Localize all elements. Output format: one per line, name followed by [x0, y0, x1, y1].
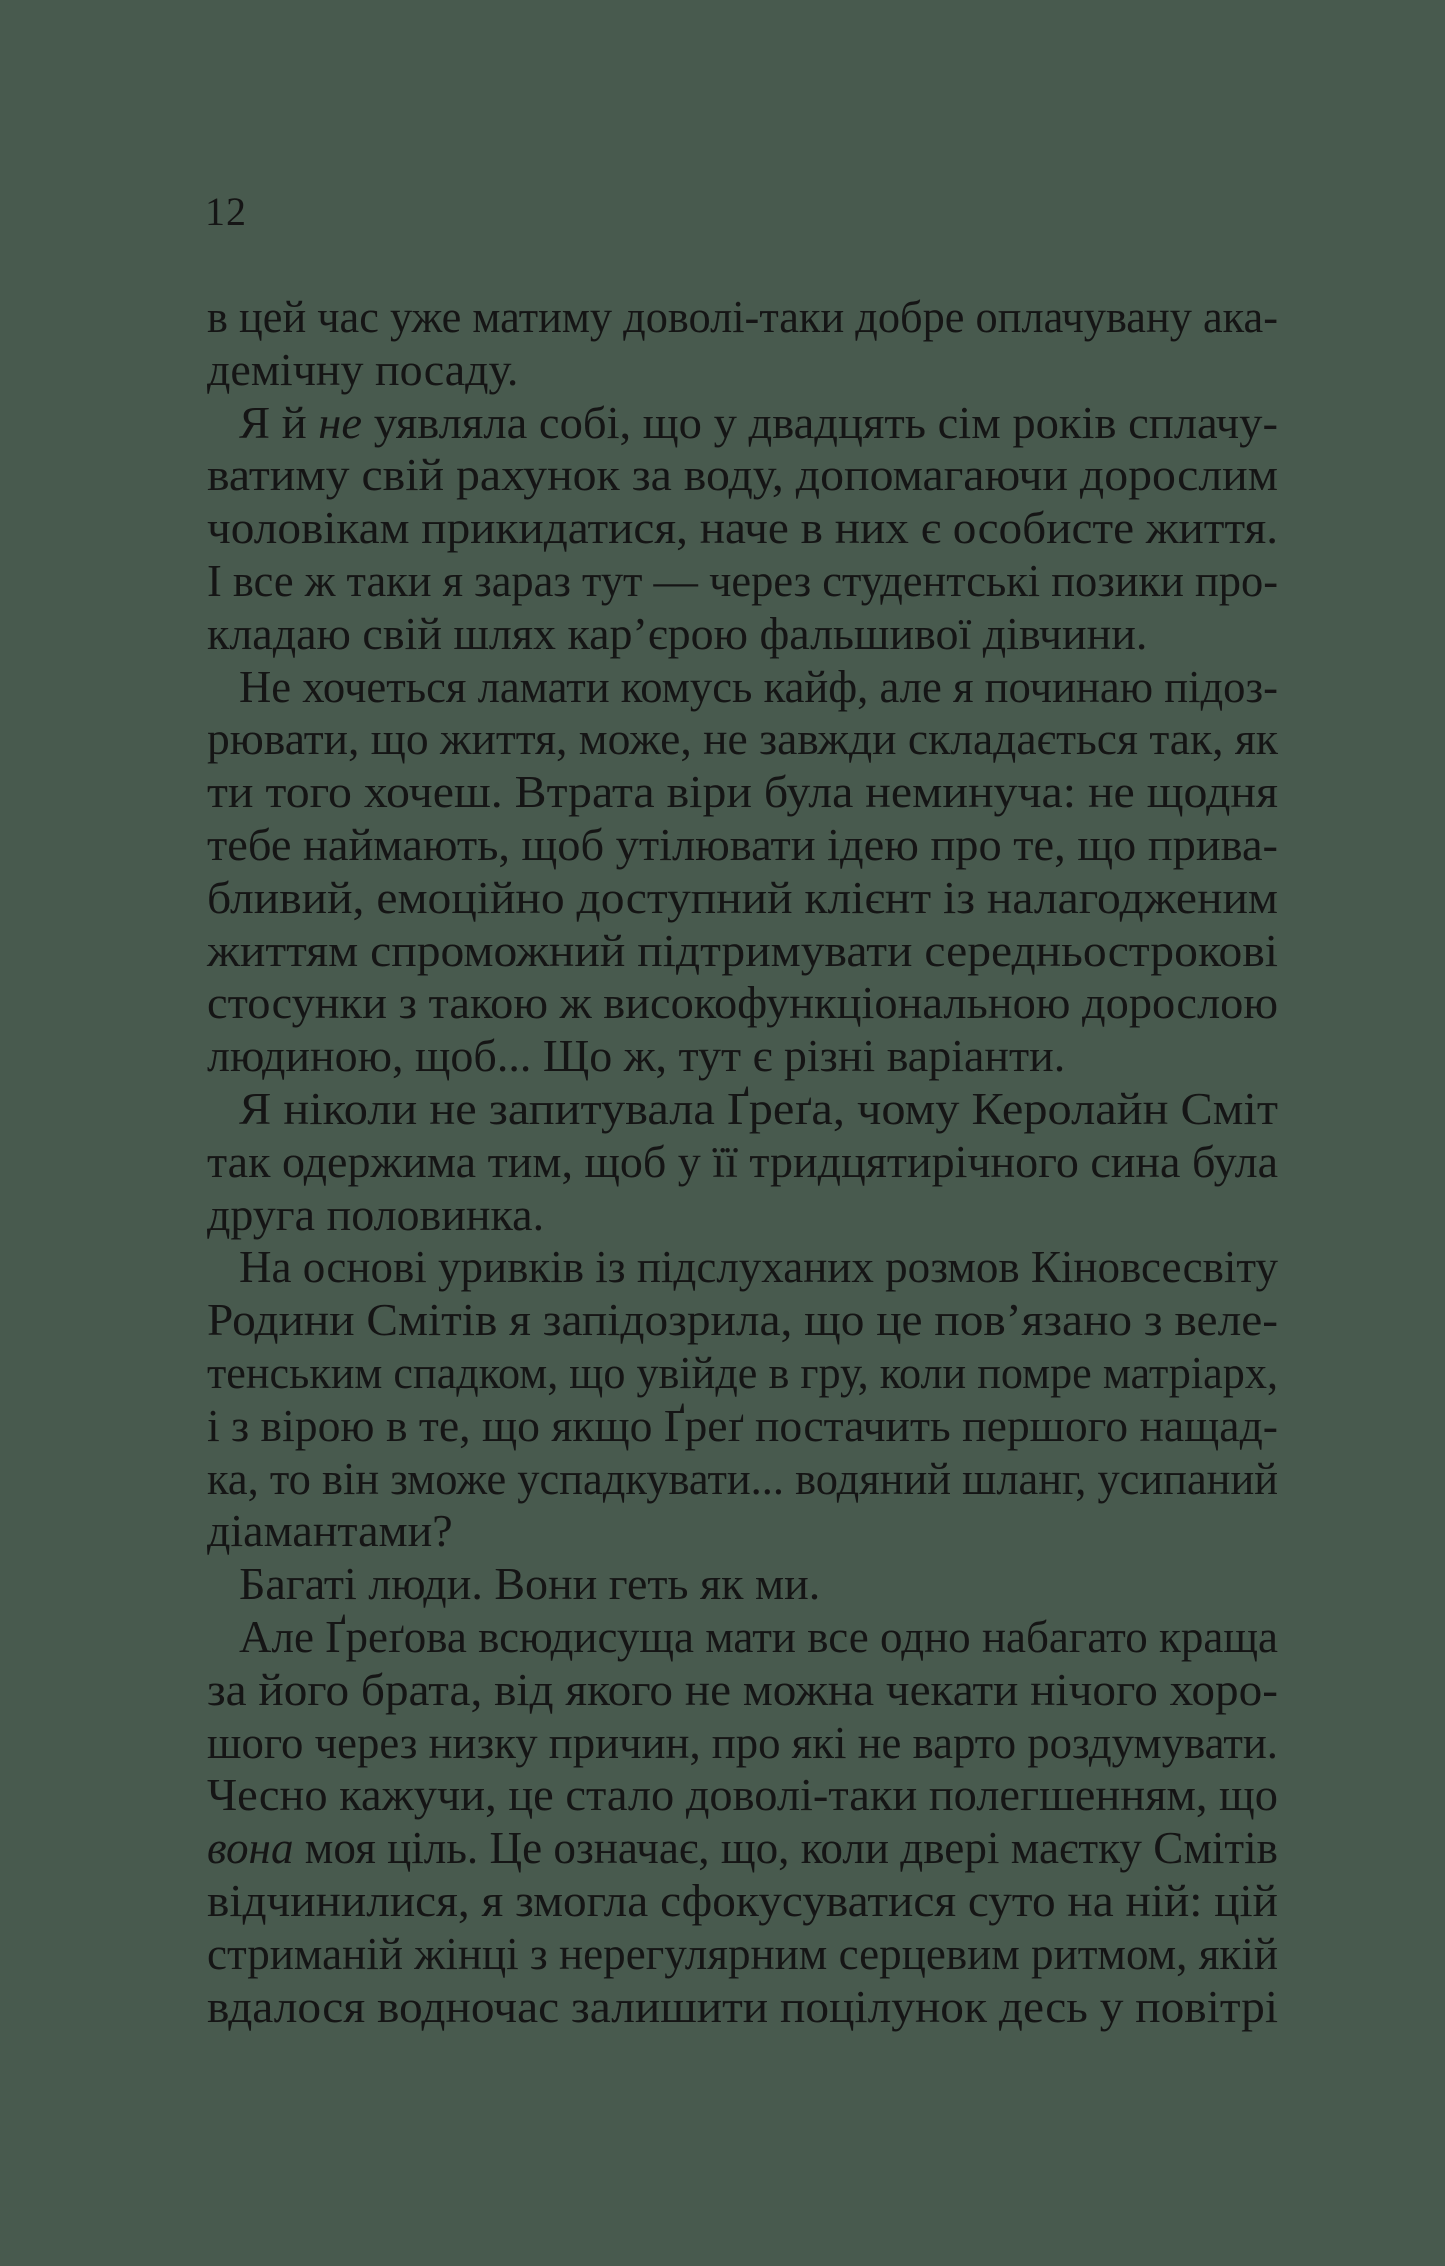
text-line-content: [207, 1136, 1278, 1189]
text-line: [207, 1453, 1278, 1506]
text-run: Не хочеться ламати комусь кайф, але я починаю підоз-: [239, 660, 1278, 712]
text-run: бливий, емоційно доступний клієнт із налагодженим: [207, 871, 1278, 923]
text-line-content: [207, 502, 1278, 555]
text-run: шого через низку причин, про які не варто роздумувати.: [207, 1716, 1278, 1768]
text-line: [207, 1294, 1278, 1347]
text-line-content: [207, 1928, 1278, 1981]
text-line: [207, 977, 1278, 1030]
text-run: діамантами?: [207, 1505, 453, 1557]
text-line-content: [207, 1294, 1278, 1347]
text-line-content: [207, 449, 1278, 502]
text-line: [207, 713, 1278, 766]
text-line: [207, 1347, 1278, 1400]
text-line: [207, 661, 1278, 714]
text-line-content: [207, 1505, 453, 1558]
italic-text: не: [318, 396, 363, 448]
text-line-content: [239, 1611, 1278, 1664]
text-run: І все ж таки я зараз тут — через студентські позики про-: [207, 554, 1278, 606]
text-line-content: [239, 397, 1278, 450]
text-line: [207, 1241, 1278, 1294]
text-line: [207, 502, 1278, 555]
text-line-content: [207, 1453, 1278, 1506]
text-line: [207, 925, 1278, 978]
text-line: [207, 555, 1278, 608]
text-run: Родини Смітів я запідозрила, що це пов’язано з веле-: [207, 1294, 1278, 1346]
text-run: кладаю свій шлях кар’єрою фальшивої дівчини.: [207, 607, 1148, 659]
text-run: і з вірою в те, що якщо Ґреґ постачить першого нащад-: [207, 1399, 1278, 1451]
text-run: тебе наймають, щоб утілювати ідею про те, що прива-: [207, 818, 1278, 870]
text-line: [207, 1717, 1278, 1770]
text-run: стриманій жінці з нерегулярним серцевим ритмом, якій: [207, 1927, 1278, 1979]
text-line: [207, 449, 1278, 502]
text-line-content: [239, 1083, 1278, 1136]
text-line: [207, 1981, 1278, 2034]
text-run: демічну посаду.: [207, 343, 519, 395]
text-line-content: [207, 1822, 1278, 1875]
text-line: [207, 1400, 1278, 1453]
text-line-content: [207, 608, 1147, 661]
text-run: життям спроможний підтримувати середньострокові: [207, 924, 1278, 976]
text-run: Але Ґреґова всюдисуща мати все одно набагато краща: [239, 1610, 1278, 1662]
text-run: людиною, щоб... Що ж, тут є різні варіанти.: [207, 1030, 1066, 1082]
text-run: Я й: [239, 396, 319, 448]
text-line-content: [207, 1769, 1278, 1822]
text-run: уявляла собі, що у двадцять сім років сплачу-: [362, 396, 1278, 448]
text-line: [207, 1822, 1278, 1875]
page-number: 12: [205, 189, 247, 234]
text-run: так одержима тим, щоб у її тридцятирічного сина була: [207, 1135, 1278, 1187]
text-line-content: [207, 872, 1278, 925]
text-line: [207, 766, 1278, 819]
text-run: Чесно кажучи, це стало доволі-таки полегшенням, що: [207, 1769, 1278, 1821]
text-line: [207, 1558, 1278, 1611]
text-line: [207, 1611, 1278, 1664]
text-line-content: [239, 661, 1278, 714]
text-line: [207, 1136, 1278, 1189]
text-line-content: [207, 1189, 544, 1242]
text-line-content: [207, 925, 1278, 978]
text-line-content: [207, 344, 518, 397]
text-run: стосунки з такою ж високофункціональною дорослою: [207, 977, 1278, 1029]
text-line: [207, 872, 1278, 925]
text-line-content: [207, 1717, 1278, 1770]
text-run: чоловікам прикидатися, наче в них є особисте життя.: [207, 502, 1278, 554]
text-line: [207, 1083, 1278, 1136]
text-run: вдалося водночас залишити поцілунок десь у повітрі: [207, 1980, 1278, 2032]
text-line-content: [207, 977, 1278, 1030]
text-run: рювати, що життя, може, не завжди складається так, як: [207, 713, 1278, 765]
text-line: [207, 608, 1278, 661]
text-line-content: [239, 1241, 1278, 1294]
body-text-block: [207, 291, 1278, 2033]
text-line-content: [207, 555, 1278, 608]
text-line: [207, 344, 1278, 397]
text-run: тенським спадком, що увійде в гру, коли помре матріарх,: [207, 1346, 1278, 1398]
text-line: [207, 819, 1278, 872]
text-line-content: [207, 1400, 1278, 1453]
text-line-content: [207, 1347, 1278, 1400]
text-run: в цей час уже матиму доволі-таки добре оплачувану ака-: [207, 291, 1278, 342]
text-line: [207, 291, 1278, 344]
text-line: [207, 1189, 1278, 1242]
text-run: моя ціль. Це означає, що, коли двері маєтку Смітів: [293, 1822, 1278, 1874]
text-line: [207, 1505, 1278, 1558]
text-line-content: [207, 1664, 1278, 1717]
text-line-content: [239, 1558, 820, 1611]
text-line: [207, 1664, 1278, 1717]
text-run: ватиму свій рахунок за воду, допомагаючи дорослим: [207, 449, 1278, 501]
text-line: [207, 1875, 1278, 1928]
text-run: ти того хочеш. Втрата віри була неминуча: не щодня: [207, 766, 1278, 818]
text-line-content: [207, 766, 1278, 819]
text-line: [207, 397, 1278, 450]
text-line: [207, 1928, 1278, 1981]
text-run: Я ніколи не запитувала Ґреґа, чому Керолайн Сміт: [239, 1082, 1278, 1134]
text-run: за його брата, від якого не можна чекати нічого хоро-: [207, 1663, 1278, 1715]
text-line-content: [207, 291, 1278, 344]
text-line-content: [207, 1875, 1278, 1928]
text-run: На основі уривків із підслуханих розмов Кіновсесвіту: [239, 1241, 1278, 1293]
italic-text: вона: [207, 1822, 294, 1874]
text-run: друга половинка.: [207, 1188, 545, 1240]
text-line: [207, 1769, 1278, 1822]
text-line-content: [207, 713, 1278, 766]
text-run: Багаті люди. Вони геть як ми.: [239, 1558, 821, 1610]
text-run: відчинилися, я змогла сфокусуватися суто на ній: цій: [207, 1874, 1278, 1926]
text-line-content: [207, 1030, 1065, 1083]
text-run: ка, то він зможе успадкувати... водяний шланг, усипаний: [207, 1452, 1278, 1504]
text-line: [207, 1030, 1278, 1083]
text-line-content: [207, 1981, 1278, 2034]
text-line-content: [207, 819, 1278, 872]
